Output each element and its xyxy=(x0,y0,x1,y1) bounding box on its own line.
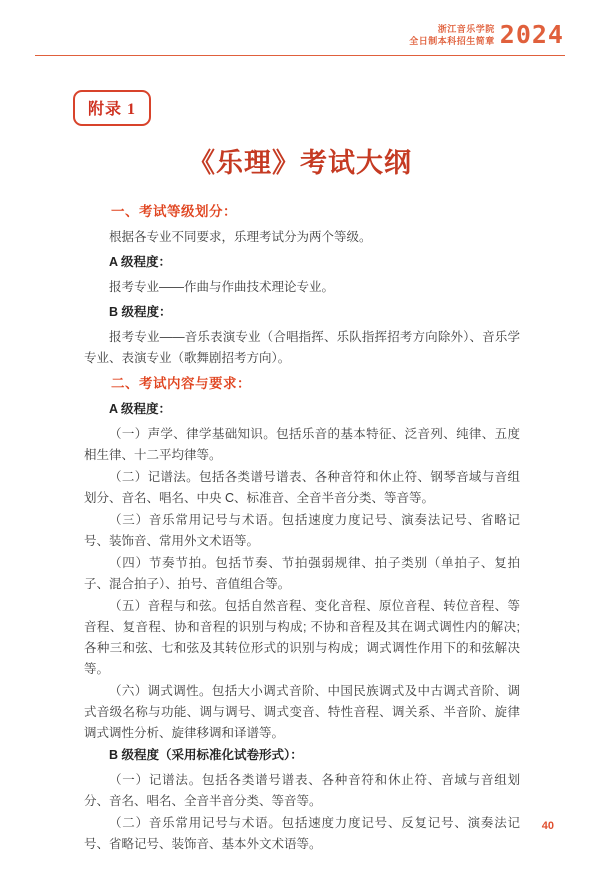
section1-level-b-text: 报考专业——音乐表演专业（合唱指挥、乐队指挥招考方向除外）、音乐学专业、表演专业（歌舞剧招考方向）。 xyxy=(84,330,520,365)
level-a-item-1: （一）声学、律学基础知识。包括乐音的基本特征、泛音列、纯律、五度相生律、十二平均律等。 xyxy=(84,427,520,462)
level-b-item-1: （一）记谱法。包括各类谱号谱表、各种音符和休止符、音域与音组划分、音名、唱名、全音半音分类、等音等。 xyxy=(84,773,520,808)
section1-heading: 一、考试等级划分： xyxy=(111,204,237,219)
header-org-block xyxy=(409,23,495,47)
section1-intro: 根据各专业不同要求，乐理考试分为两个等级。 xyxy=(109,230,372,244)
level-a-item-6: （六）调式调性。包括大小调式音阶、中国民族调式及中古调式音阶、调式音级名称与功能、调与调号、调式变音、特性音程、调关系、半音阶、旋律调式调性分析、旋律移调和译谱等。 xyxy=(84,684,520,740)
section2-heading: 二、考试内容与要求： xyxy=(111,376,251,391)
header-year: 2024 xyxy=(499,20,564,49)
level-a-item-2: （二）记谱法。包括各类谱号谱表、各种音符和休止符、钢琴音域与音组划分、音名、唱名、中央 C、标准音、全音半音分类、等音等。 xyxy=(84,470,520,505)
page-number: 40 xyxy=(541,820,554,832)
section2-level-b-label: B 级程度（采用标准化试卷形式）： xyxy=(109,748,303,762)
header-brochure-title: 全日制本科招生简章 xyxy=(409,35,495,46)
page-header xyxy=(409,22,564,47)
level-a-item-4: （四）节奏节拍。包括节奏、节拍强弱规律、拍子类别（单拍子、复拍子、混合拍子）、拍号、音值组合等。 xyxy=(84,556,520,591)
level-b-item-2: （二）音乐常用记号与术语。包括速度力度记号、反复记号、演奏法记号、省略记号、装饰音、基本外文术语等。 xyxy=(84,816,520,851)
document-body xyxy=(84,201,520,856)
section1-level-a-label: A 级程度： xyxy=(109,255,172,269)
header-org-name: 浙江音乐学院 xyxy=(437,23,495,34)
section1-level-a-text: 报考专业——作曲与作曲技术理论专业。 xyxy=(109,280,335,294)
section1-level-b-label: B 级程度： xyxy=(109,305,172,319)
header-divider-line xyxy=(35,55,565,56)
level-a-item-3: （三）音乐常用记号与术语。包括速度力度记号、演奏法记号、省略记号、装饰音、常用外文术语等。 xyxy=(84,513,520,548)
section2-level-a-label: A 级程度： xyxy=(109,402,172,416)
appendix-badge xyxy=(73,90,151,126)
appendix-badge-label: 附录 1 xyxy=(88,101,137,118)
level-a-item-5: （五）音程与和弦。包括自然音程、变化音程、原位音程、转位音程、等音程、复音程、协和音程的识别与构成; 不协和音程及其在调式调性内的解决; 各种三和弦、七和弦及其转位形式的识别与构成；调式调性作用下的和弦解决等。 xyxy=(84,599,520,676)
document-title: 《乐理》考试大纲 xyxy=(188,148,412,178)
